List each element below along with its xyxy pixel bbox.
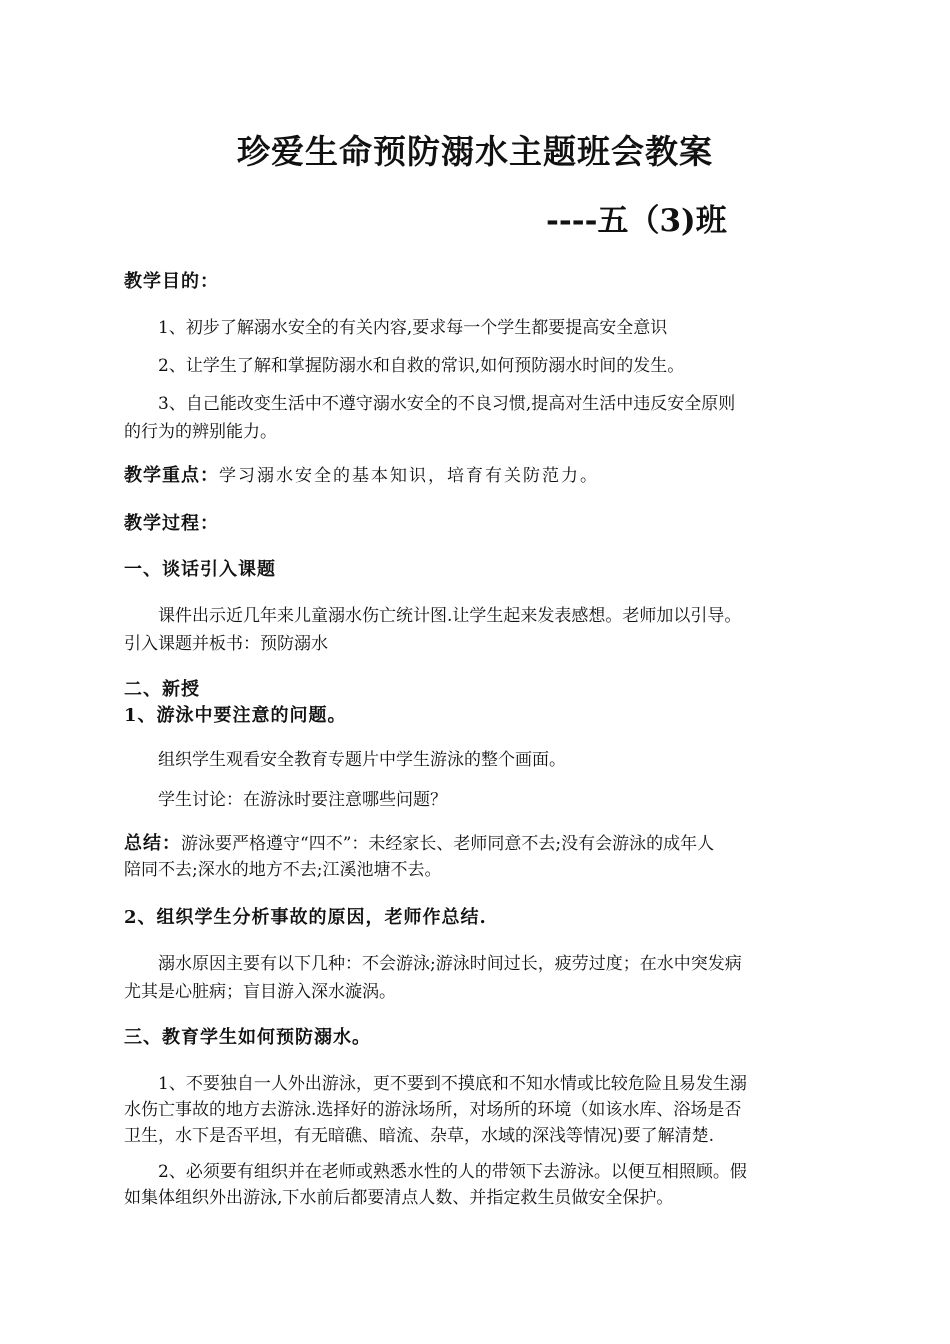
key-points-text: 学习溺水安全的基本知识，培育有关防范力。 [219,466,599,486]
section-2-sub-1-heading: 1、游泳中要注意的问题。 [124,705,347,726]
objective-item-1: 1、初步了解溺水安全的有关内容,要求每一个学生都要提高安全意识 [158,318,668,338]
key-points [124,462,830,490]
class-subtitle: ----五（3)班 [546,203,727,239]
section-2-heading: 二、新授 [124,679,200,700]
summary-line-1 [124,830,830,858]
section-2-sub-1-line-2: 学生讨论：在游泳时要注意哪些问题？ [158,790,447,810]
summary-label: 总结： [124,833,181,854]
section-2-sub-2-heading: 2、组织学生分析事故的原因，老师作总结. [124,907,487,928]
key-points-label: 教学重点： [124,465,219,486]
objective-item-3-line-2: 的行为的辨别能力。 [124,422,277,442]
section-1-line-1: 课件出示近几年来儿童溺水伤亡统计图.让学生起来发表感想。老师加以引导。 [158,606,742,626]
objectives-heading: 教学目的： [124,271,219,292]
process-heading: 教学过程： [124,513,219,534]
section-3-heading: 三、教育学生如何预防溺水。 [124,1027,371,1048]
section-1-line-2: 引入课题并板书：预防溺水 [124,634,328,654]
section-1-heading: 一、谈话引入课题 [124,559,276,580]
section-2-sub-2-line-2: 尤其是心脏病；盲目游入深水漩涡。 [124,982,396,1002]
section-3-p1-line-3: 卫生，水下是否平坦，有无暗礁、暗流、杂草，水域的深浅等情况)要了解清楚. [124,1126,715,1146]
section-2-sub-2-line-1: 溺水原因主要有以下几种：不会游泳;游泳时间过长，疲劳过度；在水中突发病 [158,954,742,974]
summary-text-1: 游泳要严格遵守“四不”：未经家长、老师同意不去;没有会游泳的成年人 [181,834,715,854]
objective-item-3-line-1: 3、自己能改变生活中不遵守溺水安全的不良习惯,提高对生活中违反安全原则 [158,394,736,414]
section-3-p1-line-2: 水伤亡事故的地方去游泳.选择好的游泳场所，对场所的环境（如该水库、浴场是否 [124,1100,742,1120]
section-3-p1-line-1: 1、不要独自一人外出游泳，更不要到不摸底和不知水情或比较危险且易发生溺 [158,1074,747,1094]
section-3-p2-line-1: 2、必须要有组织并在老师或熟悉水性的人的带领下去游泳。以便互相照顾。假 [158,1162,747,1182]
section-2-sub-1-line-1: 组织学生观看安全教育专题片中学生游泳的整个画面。 [158,750,566,770]
objective-item-2: 2、让学生了解和掌握防溺水和自救的常识,如何预防溺水时间的发生。 [158,356,685,376]
section-3-p2-line-2: 如集体组织外出游泳,下水前后都要清点人数、并指定救生员做安全保护。 [124,1188,674,1208]
summary-line-2: 陪同不去;深水的地方不去;江溪池塘不去。 [124,860,442,880]
document-title: 珍爱生命预防溺水主题班会教案 [237,132,713,171]
